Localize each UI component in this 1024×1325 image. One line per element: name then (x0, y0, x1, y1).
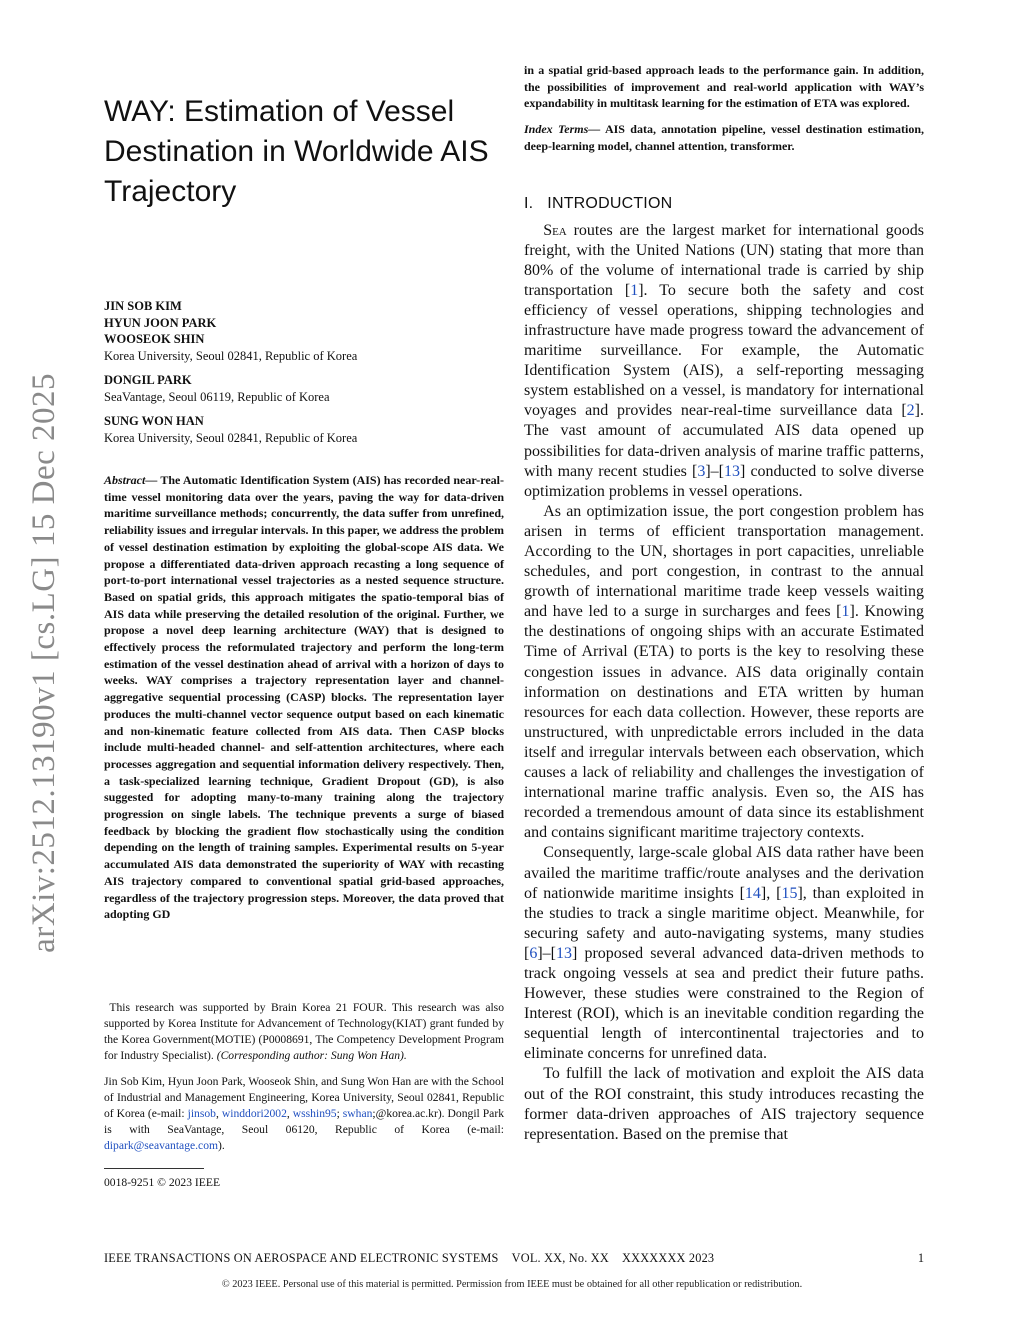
funding-text: This research was supported by Brain Korea 21 FOUR. This research was also supported by Korea Institute for Advancement of Technology(KIAT) grant funded by the Korea Government(MOTIE) (P0008691, The Competency Development Program for Industry Specialist). (104, 1001, 504, 1062)
section-heading (524, 195, 924, 213)
section-number: I. (524, 194, 534, 212)
author-name: SUNG WON HAN (104, 414, 204, 428)
right-column (524, 62, 924, 1145)
title-line: Destination in Worldwide AIS (104, 135, 489, 168)
citation-link[interactable]: 1 (841, 603, 850, 621)
citation-link[interactable]: 14 (744, 884, 761, 902)
author-name: HYUN JOON PARK (104, 315, 217, 330)
issn-copyright: 0018-9251 © 2023 IEEE (104, 1176, 221, 1189)
citation-link[interactable]: 1 (630, 281, 639, 299)
email-link[interactable]: dipark@seavantage.com (104, 1139, 219, 1152)
page-number: 1 (917, 1251, 924, 1265)
journal-name: IEEE TRANSACTIONS ON AEROSPACE AND ELECTRONIC SYSTEMS VOL. XX, No. XX XXXXXXX 2023 (104, 1251, 715, 1265)
abstract-text: The Automatic Identification System (AIS) has recorded near-real-time vessel monitoring data over the years, paving the way for data-driven maritime surveillance methods; concurrently, the data suffer from unrefined, reliability issues and irregular intervals. In this paper, we address the problem of vessel destination estimation by exploiting the global-scope AIS data. We propose a differentiated data-driven approach recasting a long sequence of port-to-port international vessel trajectories as a nested sequence structure. Based on spatial grids, this approach mitigates the spatio-temporal bias of AIS data while preserving the detailed resolution of the original. Further, we propose a novel deep learning architecture (WAY) that is designed to effectively process the reformulated trajectory and perform the long-term estimation of the vessel destination ahead of arrival with a horizon of days to weeks. WAY comprises a trajectory representation layer and channel-aggregative sequential processing (CASP) blocks. The representation layer produces the multi-channel vector sequence output based on each kinematic and non-kinematic feature collected from AIS data. Then CASP blocks include multi-headed channel- and self-attention architectures, where each processes aggregation and sequential information delivery respectively. Then, a task-specialized learning technique, Gradient Dropout (GD), is also suggested for adopting many-to-many training along the trajectory progression on single labels. The technique prevents a surge of biased feedback by blocking the gradient flow stochastically using the condition depending on the length of training samples. Experimental results on 5-year accumulated AIS data demonstrated the superiority of WAY with recasting AIS trajectory compared to conventional spatial grid-based approaches, regardless of the trajectory progression steps. Moreover, the data proved that adopting GD (104, 473, 504, 922)
abstract-continuation: in a spatial grid-based approach leads to the performance gain. In addition, the possibilities of improvement and real-world application with WAY’s expandability in multitask learning for the estimation of ETA was explored. (524, 63, 924, 111)
index-terms (524, 121, 924, 154)
author-name: JIN SOB KIM (104, 299, 182, 313)
author-affiliation: Korea University, Seoul 02841, Republic of Korea (104, 430, 358, 445)
index-terms-lead: Index Terms— (524, 122, 601, 137)
title-line: Trajectory (104, 175, 237, 208)
citation-link[interactable]: 13 (555, 944, 572, 962)
author-name: WOOSEOK SHIN (104, 332, 205, 346)
author-affiliation: Korea University, Seoul 02841, Republic of Korea (104, 348, 358, 363)
author-name: DONGIL PARK (104, 373, 192, 387)
citation-link[interactable]: 13 (724, 462, 740, 480)
abstract-lead: Abstract— (104, 473, 158, 487)
citation-link[interactable]: 15 (781, 884, 798, 902)
email-link[interactable]: winddori2002 (221, 1107, 287, 1120)
footnote-divider (104, 1168, 204, 1169)
paragraph: Sea routes are the largest market for international goods freight, with the United Nations (UN) stating that more than 80% of the volume of international trade is carried by ship transportation [1]. To secure both the safety and cost efficiency of vessel operations, shipping technologies and infrastructure have made progress toward the advancement of maritime surveillance. For example, the Automatic Identification System (AIS), a self-reporting messaging system established on a vessel, is mandatory for international voyages and provides near-real-time surveillance data [2]. The vast amount of accumulated AIS data opened up possibilities for data-driven analysis of marine traffic patterns, with many recent studies [3]–[13] conducted to solve diverse optimization problems in vessel operations. (524, 221, 924, 500)
author-affiliation: SeaVantage, Seoul 06119, Republic of Korea (104, 389, 330, 404)
copyright-notice: © 2023 IEEE. Personal use of this material is permitted. Permission from IEEE must be obtained for all other republication or redistribution. (221, 1279, 803, 1290)
corresponding-author: (Corresponding author: Sung Won Han). (216, 1049, 407, 1062)
page-footer (104, 1251, 924, 1266)
paragraph: To fulfill the lack of motivation and exploit the AIS data out of the ROI constraint, this study introduces recasting the former data-driven approaches of AIS trajectory sequence representation. Based on the premise that (524, 1065, 924, 1143)
citation-link[interactable]: 2 (906, 402, 915, 420)
affiliation-footnote: Jin Sob Kim, Hyun Joon Park, Wooseok Shin, and Sung Won Han are with the School of Industrial and Management Engineering, Korea University, Seoul 02841, Republic of Korea (e-mail: jinsob, winddori2002, wsshin95; swhan;@korea.ac.kr). Dongil Park is with SeaVantage, Seoul 06120, Republic of Korea (e-mail: dipark@seavantage.com). (104, 1075, 504, 1152)
drop-cap: Sea (543, 221, 567, 239)
left-column (104, 92, 504, 923)
footnotes (104, 1000, 504, 1191)
paragraph: Consequently, large-scale global AIS data rather have been availed the maritime traffic/route analyses and the derivation of nationwide maritime insights [14], [15], than exploited in the studies to track a single maritime object. Meanwhile, for securing safety and auto-navigating systems, many studies [6]–[13] proposed several advanced data-driven methods to track ongoing vessels at sea and predict their future paths. However, these studies were constrained to the Region of Interest (ROI), which is an inevitable condition regarding the sequential length of intercontinental trajectories and to eliminate concerns for unrefined data. (524, 844, 925, 1063)
title-line: WAY: Estimation of Vessel (104, 95, 455, 128)
abstract (104, 472, 504, 923)
arxiv-identifier-stamp (8, 368, 80, 958)
citation-link[interactable]: 6 (529, 944, 538, 962)
paragraph: As an optimization issue, the port congestion problem has arisen in terms of efficient transportation management. According to the UN, shortages in port capacities, unreliable schedules, and port congestion, in contrast to the annual growth of international maritime trade keep vessels waiting and have led to a surge in surcharges and fees [1]. Knowing the destinations of ongoing ships with an accurate Estimated Time of Arrival (ETA) to ports is the key to resolving these congestion issues in advance. AIS data originally contain information on destinations and ETA written by human resources for each data collection. However, these reports are unstructured, with unpredictable errors included in the data itself and irregular intervals between each observation, which causes a lack of reliability and challenges the investigation of international marine traffic analysis. Even so, the AIS has recorded a tremendous amount of data since its establishment and contains significant maritime trajectory contexts. (524, 502, 924, 842)
arxiv-id-text: arXiv:2512.13190v1 [cs.LG] 15 Dec 2025 (25, 373, 62, 953)
author-block (104, 298, 504, 446)
citation-link[interactable]: 3 (697, 462, 706, 480)
email-link[interactable]: wsshin95 (292, 1107, 337, 1120)
funding-footnote (104, 1000, 504, 1064)
section-body (524, 221, 924, 1145)
email-link[interactable]: swhan (342, 1107, 373, 1120)
index-terms-text: AIS data, annotation pipeline, vessel destination estimation, deep-learning model, channel attention, transformer. (524, 122, 924, 153)
paper-title (104, 92, 504, 212)
email-link[interactable]: jinsob (187, 1107, 216, 1120)
section-title: INTRODUCTION (547, 194, 673, 212)
